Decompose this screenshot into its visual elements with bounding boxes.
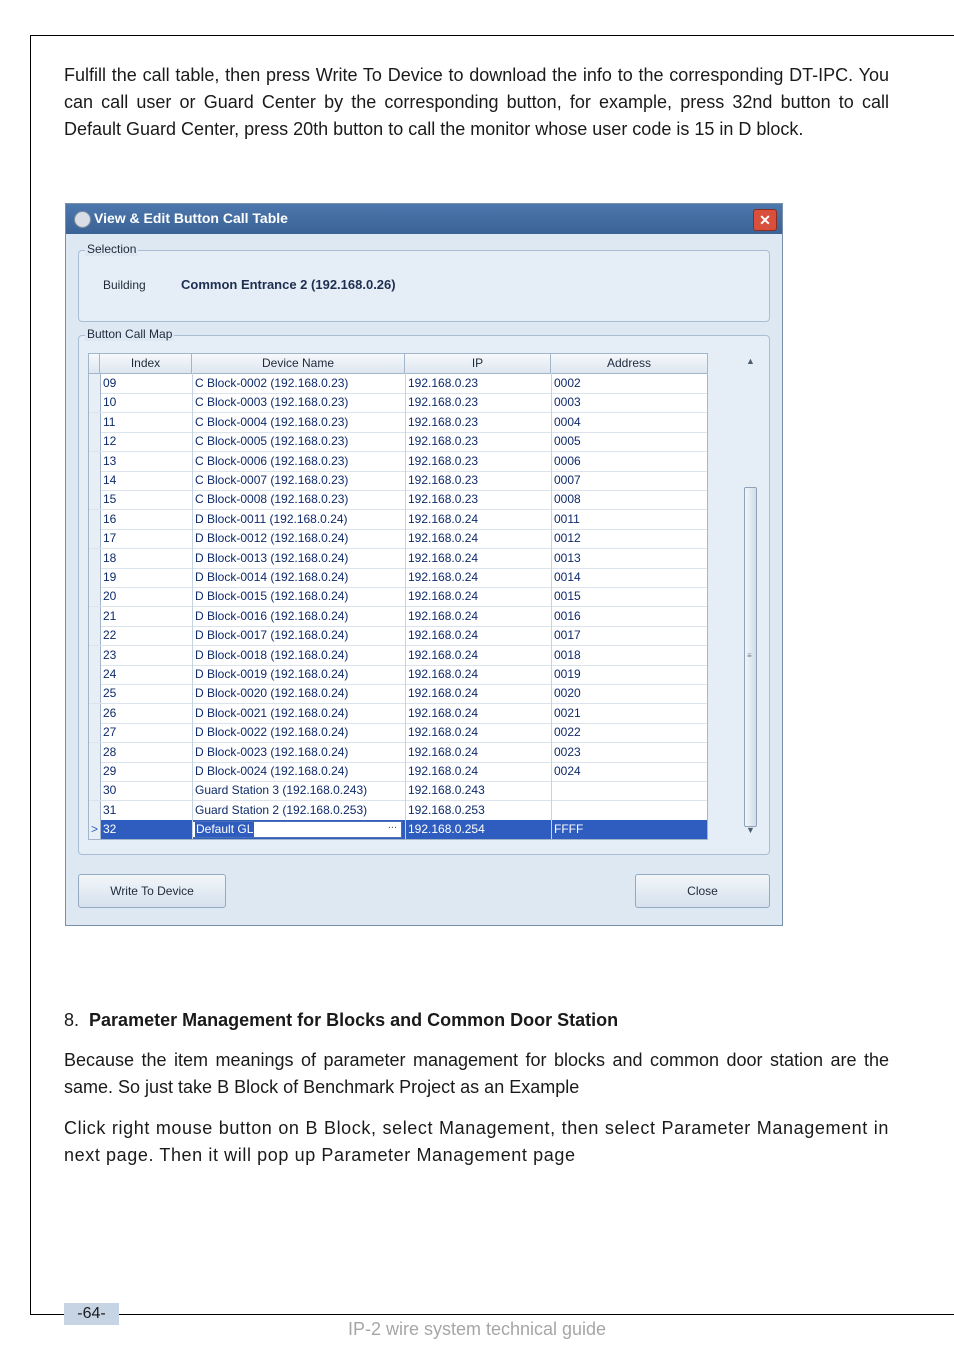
cell-index: 32 xyxy=(103,822,117,837)
write-to-device-button[interactable]: Write To Device xyxy=(78,874,226,908)
row-header[interactable] xyxy=(89,490,101,509)
row-header[interactable] xyxy=(89,393,101,412)
cell-device-name: Guard Station 2 (192.168.0.253) xyxy=(195,802,368,817)
table-row[interactable] xyxy=(89,781,707,801)
table-row[interactable] xyxy=(89,704,707,724)
cell-ip: 192.168.0.24 xyxy=(408,725,479,740)
cell-device-name: D Block-0018 (192.168.0.24) xyxy=(195,647,349,662)
cell-device-name: C Block-0004 (192.168.0.23) xyxy=(195,414,349,429)
cell-index: 10 xyxy=(103,395,117,410)
cell-ip: 192.168.0.243 xyxy=(408,783,485,798)
cell-address: 0007 xyxy=(554,473,581,487)
cell-index: 16 xyxy=(103,511,117,526)
cell-ip: 192.168.0.24 xyxy=(408,764,479,778)
dialog-titlebar xyxy=(66,204,782,234)
footer-text: IP-2 wire system technical guide xyxy=(347,1319,607,1339)
cell-address: FFFF xyxy=(554,822,584,837)
cell-address: 0004 xyxy=(554,414,581,429)
ellipsis-icon[interactable]: ... xyxy=(387,819,397,832)
section-title: Parameter Management for Blocks and Common Door Station xyxy=(89,1010,619,1030)
building-label: Building xyxy=(103,278,146,292)
call-map-grid[interactable] xyxy=(88,353,708,840)
cell-device-name: C Block-0002 (192.168.0.23) xyxy=(195,376,349,390)
cell-device-name: D Block-0015 (192.168.0.24) xyxy=(195,589,349,604)
row-header[interactable] xyxy=(89,568,101,587)
scroll-up-arrow-icon[interactable]: ▲ xyxy=(746,356,755,366)
cell-ip: 192.168.0.24 xyxy=(408,589,479,604)
row-header[interactable] xyxy=(89,432,101,451)
row-header[interactable] xyxy=(89,607,101,626)
selection-group xyxy=(78,242,770,322)
cell-device-name: D Block-0016 (192.168.0.24) xyxy=(195,608,349,623)
row-header[interactable] xyxy=(89,781,101,800)
cell-device-name: D Block-0011 (192.168.0.24) xyxy=(195,511,348,526)
cell-device-name: C Block-0003 (192.168.0.23) xyxy=(195,395,349,410)
row-header[interactable] xyxy=(89,762,101,781)
cell-address: 0005 xyxy=(554,434,581,449)
cell-address: 0003 xyxy=(554,395,581,410)
scroll-down-arrow-icon[interactable]: ▼ xyxy=(746,825,755,835)
cell-index: 09 xyxy=(103,376,117,390)
section-number: 8. xyxy=(64,1010,80,1030)
cell-device-name: Guard Station 3 (192.168.0.243) xyxy=(195,783,368,798)
grid-header xyxy=(89,354,707,374)
cell-ip: 192.168.0.24 xyxy=(408,550,479,565)
cell-index: 31 xyxy=(103,802,117,817)
column-header-device-name[interactable]: Device Name xyxy=(192,354,405,373)
cell-address: 0011 xyxy=(554,511,580,526)
section-heading xyxy=(64,1007,618,1034)
scroll-grip-icon: ≡ xyxy=(747,651,752,660)
page-number: -64- xyxy=(64,1303,119,1325)
button-call-map-label: Button Call Map xyxy=(87,327,173,341)
page-frame-bottom xyxy=(30,1314,954,1315)
column-divider xyxy=(192,373,193,839)
cell-index: 25 xyxy=(103,686,117,701)
cell-device-name: D Block-0020 (192.168.0.24) xyxy=(195,686,349,701)
cell-ip: 192.168.0.24 xyxy=(408,667,479,681)
table-row[interactable] xyxy=(89,452,707,472)
paragraph-2: Because the item meanings of parameter management for blocks and common door station are the same. So just take B Block of Benchmark Project as an Example xyxy=(64,1050,889,1097)
row-header[interactable] xyxy=(89,510,101,529)
cell-device-name: D Block-0019 (192.168.0.24) xyxy=(195,667,349,681)
cell-address: 0020 xyxy=(554,686,581,701)
cell-address: 0008 xyxy=(554,492,581,507)
cell-address: 0022 xyxy=(554,725,581,740)
cell-address: 0024 xyxy=(554,764,581,778)
cell-index: 18 xyxy=(103,550,117,565)
cell-address: 0012 xyxy=(554,531,581,546)
cell-ip: 192.168.0.253 xyxy=(408,802,485,817)
row-header[interactable] xyxy=(89,471,101,490)
column-header-address[interactable]: Address xyxy=(606,356,652,370)
building-value: Common Entrance 2 (192.168.0.26) xyxy=(181,277,396,292)
row-header[interactable] xyxy=(89,820,101,839)
cell-address: 0013 xyxy=(554,550,581,565)
row-header[interactable] xyxy=(89,374,101,393)
paragraph-3: Click right mouse button on B Block, select Management, then select Parameter Management in next page. Then it will pop up Parameter Management page xyxy=(64,1118,889,1165)
row-header[interactable] xyxy=(89,665,101,684)
column-divider xyxy=(551,373,552,839)
button-call-map-group xyxy=(78,327,770,855)
table-row[interactable] xyxy=(89,374,707,394)
cell-ip: 192.168.0.23 xyxy=(408,492,479,507)
cell-ip: 192.168.0.23 xyxy=(408,395,479,410)
button-call-table-dialog xyxy=(65,203,783,926)
cell-address: 0016 xyxy=(554,608,581,623)
row-header[interactable] xyxy=(89,529,101,548)
table-row[interactable] xyxy=(89,568,707,588)
row-header[interactable] xyxy=(89,413,101,432)
column-header-ip[interactable]: IP xyxy=(405,354,551,373)
table-row[interactable] xyxy=(89,432,707,452)
device-name-editor[interactable] xyxy=(192,821,402,838)
cell-index: 17 xyxy=(103,531,117,546)
row-header[interactable] xyxy=(89,646,101,665)
table-row[interactable] xyxy=(89,723,707,743)
table-row[interactable] xyxy=(89,529,707,549)
close-button[interactable]: Close xyxy=(635,874,770,908)
cell-device-name: C Block-0006 (192.168.0.23) xyxy=(195,453,349,468)
table-row[interactable] xyxy=(89,490,707,510)
cell-address: 0021 xyxy=(554,705,581,720)
cell-ip: 192.168.0.24 xyxy=(408,531,479,546)
cell-address: 0014 xyxy=(554,570,581,584)
table-row[interactable] xyxy=(89,665,707,685)
cell-device-name: D Block-0012 (192.168.0.24) xyxy=(195,531,349,546)
cell-ip: 192.168.0.24 xyxy=(408,744,479,759)
cell-device-name: D Block-0024 (192.168.0.24) xyxy=(195,764,349,778)
cell-index: 24 xyxy=(103,667,117,681)
cell-ip: 192.168.0.23 xyxy=(408,473,479,487)
row-header[interactable] xyxy=(89,801,101,820)
cell-address: 0015 xyxy=(554,589,581,604)
cell-index: 23 xyxy=(103,647,117,662)
cell-address: 0017 xyxy=(554,628,581,643)
cell-device-name: D Block-0014 (192.168.0.24) xyxy=(195,570,349,584)
cell-device-name: C Block-0005 (192.168.0.23) xyxy=(195,434,349,449)
cell-address: 0023 xyxy=(554,744,581,759)
cell-ip: 192.168.0.24 xyxy=(408,608,479,623)
row-header[interactable] xyxy=(89,704,101,723)
table-row[interactable] xyxy=(89,510,707,530)
table-row[interactable] xyxy=(89,762,707,782)
dialog-title: View & Edit Button Call Table xyxy=(94,210,288,226)
cell-address: 0018 xyxy=(554,647,581,662)
cell-device-name: C Block-0007 (192.168.0.23) xyxy=(195,473,349,487)
cell-index: 13 xyxy=(103,453,117,468)
cell-ip: 192.168.0.24 xyxy=(408,511,479,526)
close-x-icon[interactable]: ✕ xyxy=(753,209,777,231)
cell-index: 26 xyxy=(103,705,117,720)
table-row[interactable] xyxy=(89,413,707,433)
table-row[interactable] xyxy=(89,646,707,666)
page-frame-top xyxy=(30,35,954,36)
cell-device-name: D Block-0023 (192.168.0.24) xyxy=(195,744,349,759)
table-row[interactable] xyxy=(89,587,707,607)
table-row[interactable] xyxy=(89,801,707,821)
cell-index: 12 xyxy=(103,434,117,449)
row-header[interactable] xyxy=(89,549,101,568)
table-row[interactable] xyxy=(89,549,707,569)
column-header-index[interactable]: Index xyxy=(100,354,192,373)
cell-index: 30 xyxy=(103,783,117,798)
cell-device-name: D Block-0022 (192.168.0.24) xyxy=(195,725,349,740)
cell-address: 0019 xyxy=(554,667,581,681)
row-header[interactable] xyxy=(89,587,101,606)
cell-address: 0002 xyxy=(554,376,581,390)
selection-group-label: Selection xyxy=(87,242,137,256)
cell-ip: 192.168.0.24 xyxy=(408,686,479,701)
cell-device-name: D Block-0021 (192.168.0.24) xyxy=(195,705,349,720)
table-row[interactable] xyxy=(89,743,707,763)
cell-ip: 192.168.0.24 xyxy=(408,570,479,584)
cell-ip: 192.168.0.24 xyxy=(408,705,479,720)
cell-ip: 192.168.0.254 xyxy=(408,822,485,837)
row-header[interactable] xyxy=(89,723,101,742)
row-header-corner xyxy=(89,354,100,373)
cell-ip: 192.168.0.23 xyxy=(408,376,479,390)
row-header[interactable] xyxy=(89,626,101,645)
table-row[interactable] xyxy=(89,626,707,646)
cell-ip: 192.168.0.24 xyxy=(408,647,479,662)
cell-index: 22 xyxy=(103,628,117,643)
page-frame-left xyxy=(30,35,31,1315)
table-row[interactable] xyxy=(89,393,707,413)
cell-device-name: Default GL xyxy=(196,822,254,837)
table-row[interactable] xyxy=(89,607,707,627)
cell-ip: 192.168.0.23 xyxy=(408,414,479,429)
cell-index: 29 xyxy=(103,764,117,778)
app-icon xyxy=(74,211,91,228)
column-divider xyxy=(405,373,406,839)
cell-address: 0006 xyxy=(554,453,581,468)
cell-index: 20 xyxy=(103,589,117,604)
cell-index: 19 xyxy=(103,570,117,584)
cell-index: 21 xyxy=(103,608,117,623)
cell-index: 14 xyxy=(103,473,117,487)
cell-device-name: C Block-0008 (192.168.0.23) xyxy=(195,492,349,507)
cell-device-name: D Block-0017 (192.168.0.24) xyxy=(195,628,349,643)
intro-paragraph: Fulfill the call table, then press Write To Device to download the info to the corresponding DT-IPC. You can call user or Guard Center by the corresponding button, for example, press 32nd button to call Default Guard Center, press 20th button to call the monitor whose user code is 15 in D block. xyxy=(64,65,889,139)
cell-index: 28 xyxy=(103,744,117,759)
cell-index: 11 xyxy=(103,414,116,429)
cell-ip: 192.168.0.24 xyxy=(408,628,479,643)
row-header[interactable] xyxy=(89,743,101,762)
row-header[interactable] xyxy=(89,452,101,471)
cell-ip: 192.168.0.23 xyxy=(408,434,479,449)
table-row[interactable] xyxy=(89,820,707,840)
cell-ip: 192.168.0.23 xyxy=(408,453,479,468)
row-header[interactable] xyxy=(89,684,101,703)
table-row[interactable] xyxy=(89,471,707,491)
cell-index: 27 xyxy=(103,725,117,740)
cell-index: 15 xyxy=(103,492,117,507)
scroll-thumb[interactable] xyxy=(744,487,757,827)
vertical-scrollbar[interactable] xyxy=(742,353,759,838)
table-row[interactable] xyxy=(89,684,707,704)
cell-device-name: D Block-0013 (192.168.0.24) xyxy=(195,550,349,565)
